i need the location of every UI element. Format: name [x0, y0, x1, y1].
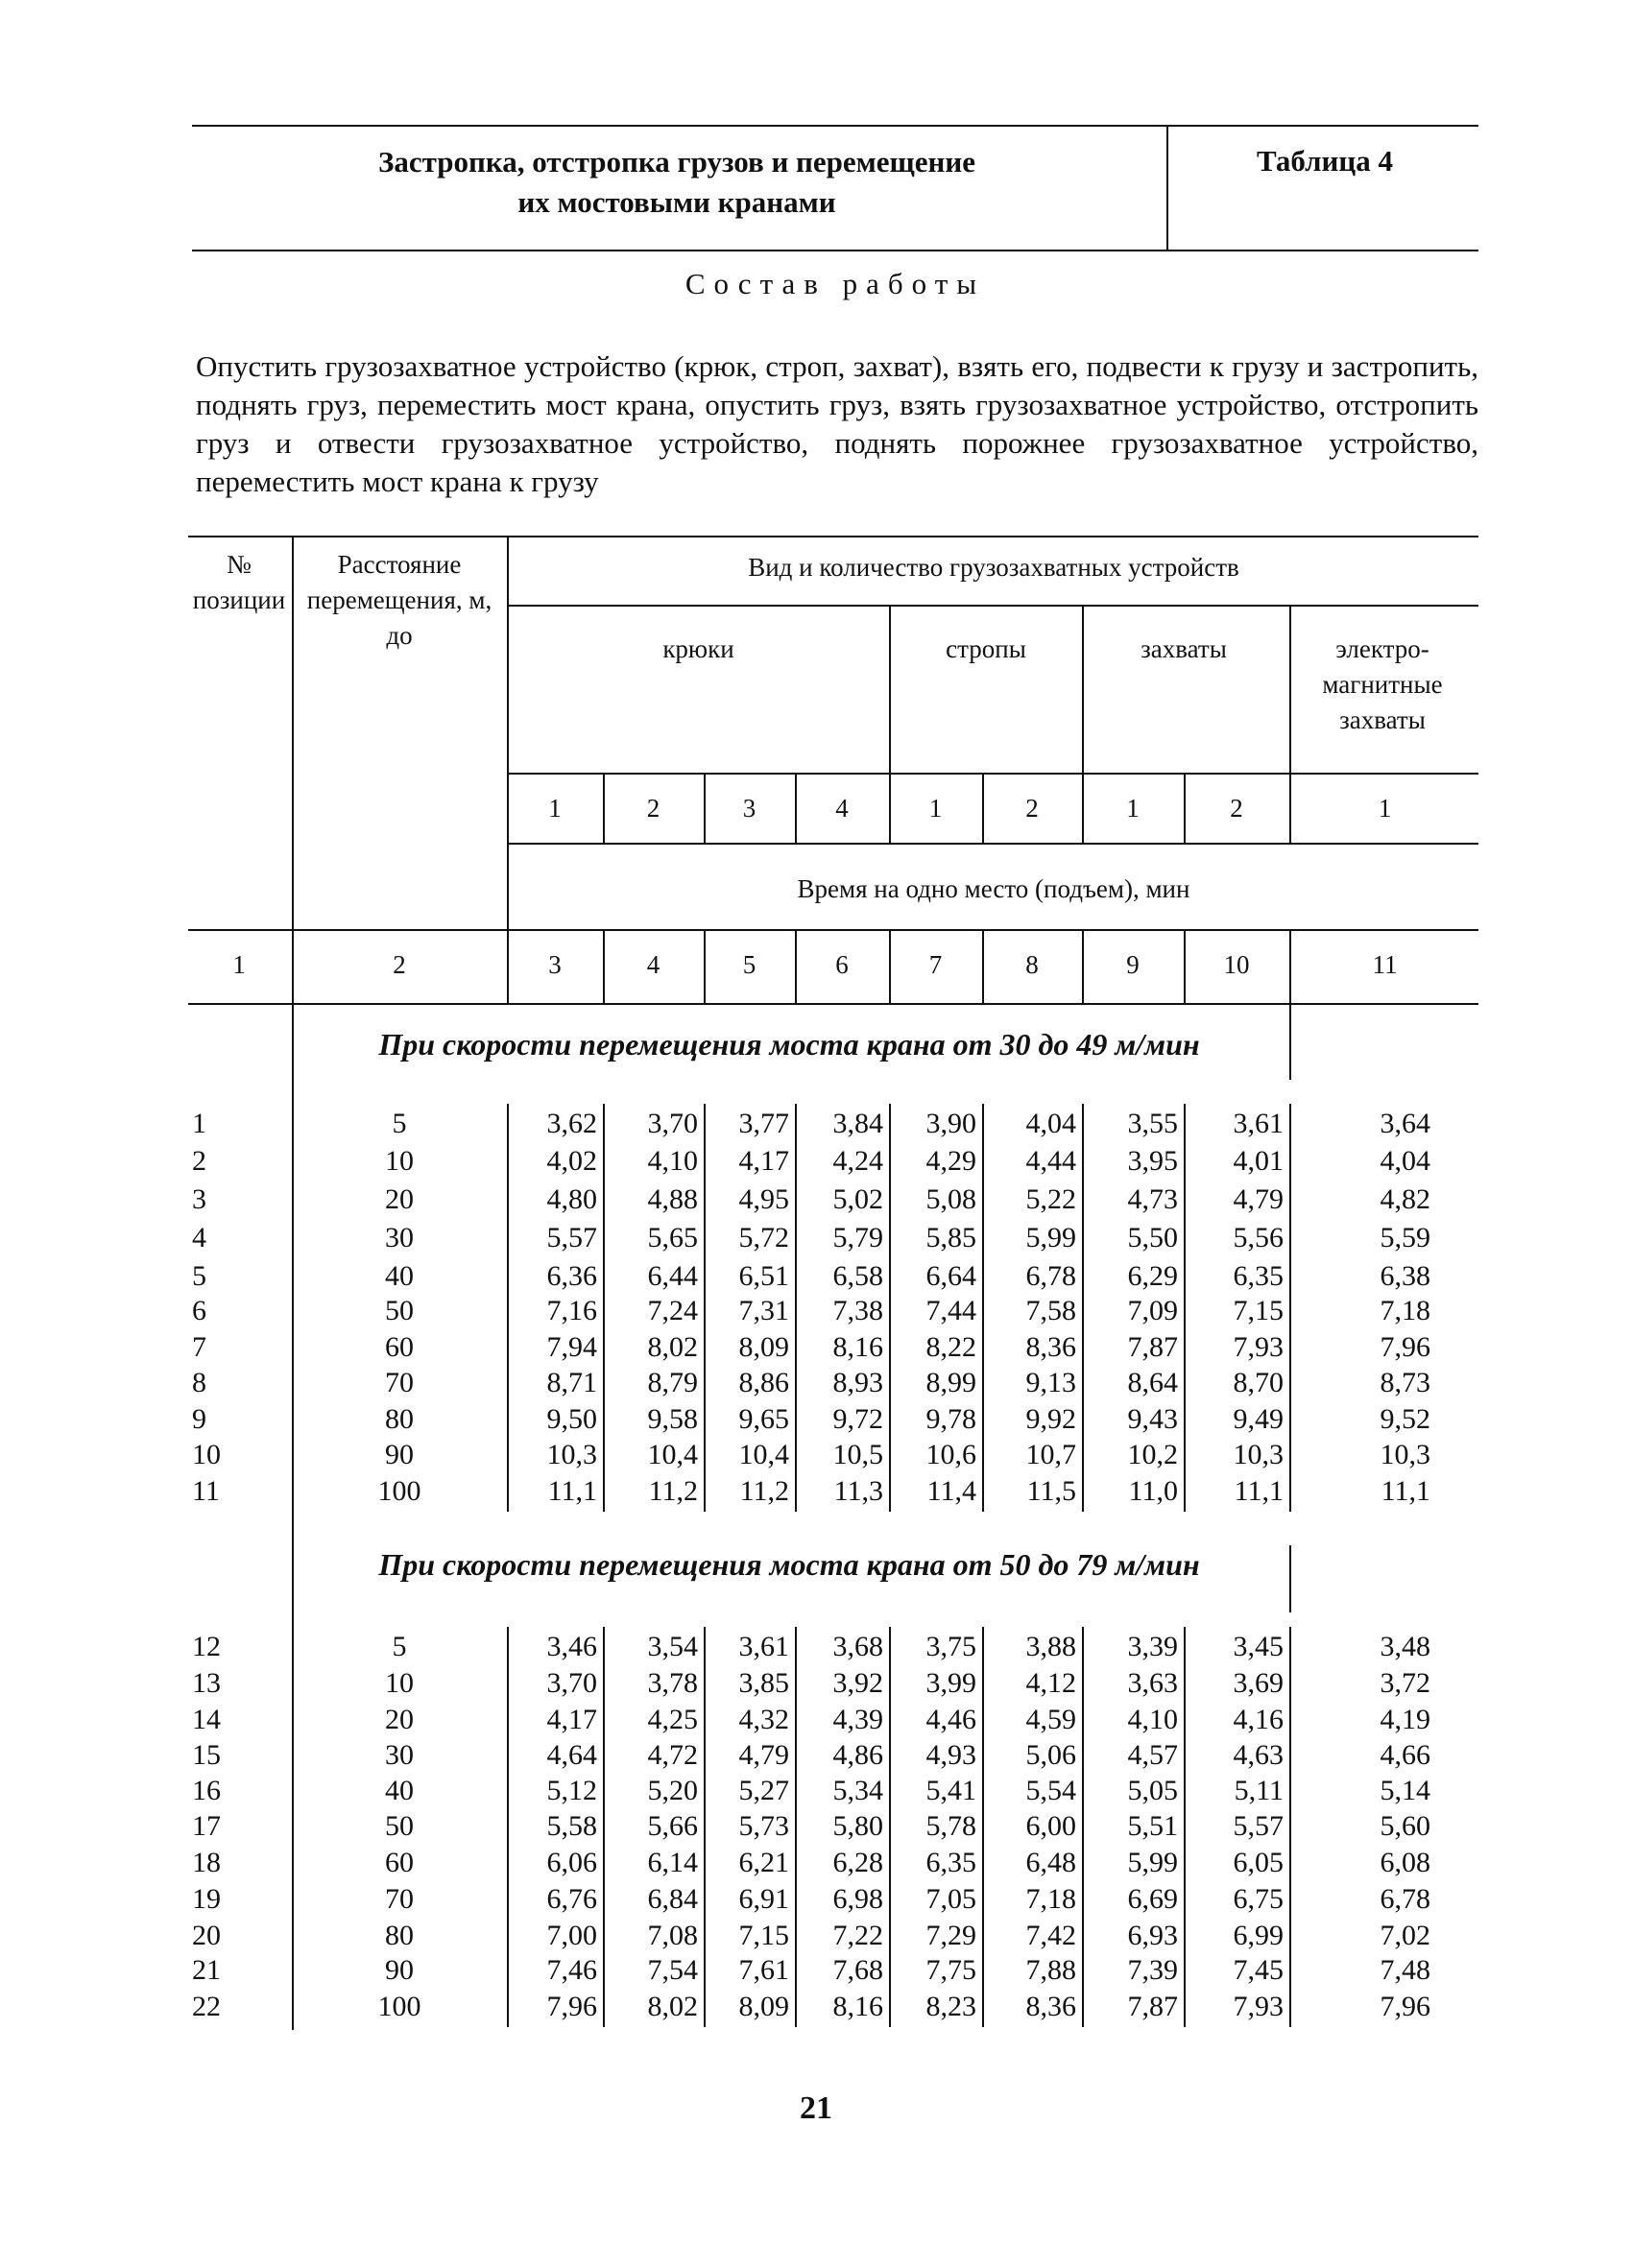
device-count: 4: [835, 794, 849, 823]
position-number: 16: [192, 1775, 221, 1806]
distance-value: 20: [385, 1183, 414, 1215]
column-number: 4: [646, 950, 660, 979]
device-count: 2: [1230, 794, 1243, 823]
time-value: 6,29: [1127, 1260, 1178, 1292]
time-value: 5,50: [1127, 1222, 1178, 1253]
time-value: 4,12: [1025, 1667, 1076, 1699]
time-value: 4,66: [1380, 1739, 1430, 1771]
time-value: 5,59: [1380, 1222, 1430, 1253]
time-value: 4,10: [647, 1145, 698, 1177]
time-value: 3,84: [832, 1108, 883, 1139]
time-value: 8,02: [647, 1331, 698, 1363]
time-value: 8,23: [925, 1991, 976, 2022]
time-value: 4,10: [1127, 1704, 1178, 1735]
time-value: 7,05: [925, 1883, 976, 1915]
time-value: 6,36: [546, 1260, 597, 1292]
time-value: 4,79: [1233, 1183, 1284, 1215]
time-value: 10,5: [832, 1439, 883, 1470]
device-count: 2: [1025, 794, 1039, 823]
time-value: 8,86: [738, 1367, 789, 1398]
time-value: 6,84: [647, 1883, 698, 1915]
time-value: 6,35: [1233, 1260, 1284, 1292]
time-value: 7,54: [647, 1954, 698, 1986]
time-value: 5,08: [925, 1183, 976, 1215]
time-value: 5,60: [1380, 1810, 1430, 1842]
time-value: 10,4: [647, 1439, 698, 1470]
time-value: 5,73: [738, 1810, 789, 1842]
time-value: 11,4: [926, 1475, 976, 1507]
time-value: 6,99: [1233, 1920, 1284, 1951]
distance-value: 70: [385, 1367, 414, 1398]
time-value: 7,93: [1233, 1991, 1284, 2022]
time-value: 5,99: [1127, 1847, 1178, 1878]
column-number: 2: [393, 950, 406, 979]
time-value: 10,3: [1233, 1439, 1284, 1470]
grid-rule: [188, 536, 1478, 537]
position-number: 19: [192, 1883, 221, 1915]
time-value: 8,99: [925, 1367, 976, 1398]
distance-value: 40: [385, 1260, 414, 1292]
time-value: 7,44: [925, 1295, 976, 1326]
time-value: 7,87: [1127, 1991, 1178, 2022]
time-value: 7,96: [546, 1991, 597, 2022]
time-value: 6,93: [1127, 1920, 1178, 1951]
column-number: 8: [1025, 950, 1039, 979]
time-value: 4,73: [1127, 1183, 1178, 1215]
position-number: 20: [192, 1920, 221, 1951]
time-value: 7,31: [738, 1295, 789, 1326]
grid-rule: [188, 1003, 1478, 1005]
position-number: 14: [192, 1704, 221, 1735]
time-value: 7,16: [546, 1295, 597, 1326]
column-number: 7: [928, 950, 943, 979]
time-value: 5,57: [1233, 1810, 1284, 1842]
device-count: 1: [1126, 794, 1140, 823]
header-position: [188, 547, 290, 618]
device-count: 1: [928, 794, 943, 823]
time-value: 6,06: [546, 1847, 597, 1878]
time-value: 8,73: [1380, 1367, 1430, 1398]
time-value: 3,95: [1127, 1145, 1178, 1177]
time-value: 5,79: [832, 1222, 883, 1253]
time-value: 8,16: [832, 1331, 883, 1363]
time-value: 5,02: [832, 1183, 883, 1215]
time-value: 7,18: [1025, 1883, 1076, 1915]
distance-value: 20: [385, 1704, 414, 1735]
time-value: 4,63: [1233, 1739, 1284, 1771]
time-value: 6,21: [738, 1847, 789, 1878]
time-value: 4,39: [832, 1704, 883, 1735]
grid-rule: [507, 536, 509, 1003]
time-value: 4,02: [546, 1145, 597, 1177]
time-value: 9,72: [832, 1403, 883, 1435]
column-number: 3: [548, 950, 562, 979]
time-value: 11,1: [1234, 1475, 1284, 1507]
time-value: 3,48: [1380, 1631, 1430, 1662]
time-value: 5,58: [546, 1810, 597, 1842]
time-value: 6,75: [1233, 1883, 1284, 1915]
time-value: 7,96: [1380, 1331, 1430, 1363]
time-value: 5,05: [1127, 1775, 1178, 1806]
time-value: 6,28: [832, 1847, 883, 1878]
distance-value: 90: [385, 1439, 414, 1470]
distance-value: 50: [385, 1810, 414, 1842]
time-value: 5,51: [1127, 1810, 1178, 1842]
time-value: 3,64: [1380, 1108, 1430, 1139]
time-value: 11,1: [547, 1475, 597, 1507]
time-value: 6,69: [1127, 1883, 1178, 1915]
time-value: 6,91: [738, 1883, 789, 1915]
grid-rule: [292, 1003, 294, 2030]
time-value: 5,85: [925, 1222, 976, 1253]
time-value: 9,49: [1233, 1403, 1284, 1435]
time-value: 7,88: [1025, 1954, 1076, 1986]
time-value: 9,65: [738, 1403, 789, 1435]
time-value: 11,1: [1381, 1475, 1430, 1507]
position-number: 10: [192, 1439, 221, 1470]
time-value: 8,71: [546, 1367, 597, 1398]
time-value: 4,17: [546, 1704, 597, 1735]
time-value: 5,22: [1025, 1183, 1076, 1215]
position-number: 8: [192, 1367, 206, 1398]
time-value: 4,80: [546, 1183, 597, 1215]
time-value: 7,15: [738, 1920, 789, 1951]
header-magnetic: электро-магнитные захваты: [1322, 634, 1443, 734]
time-value: 4,17: [738, 1145, 789, 1177]
time-value: 4,24: [832, 1145, 883, 1177]
time-value: 9,58: [647, 1403, 698, 1435]
time-value: 7,68: [832, 1954, 883, 1986]
time-value: 4,16: [1233, 1704, 1284, 1735]
time-value: 3,39: [1127, 1631, 1178, 1662]
time-value: 6,14: [647, 1847, 698, 1878]
time-value: 4,86: [832, 1739, 883, 1771]
time-value: 4,93: [925, 1739, 976, 1771]
time-value: 9,52: [1380, 1403, 1430, 1435]
time-value: 4,59: [1025, 1704, 1076, 1735]
header-bottom-rule: [192, 250, 1478, 251]
time-value: 5,20: [647, 1775, 698, 1806]
device-count: 3: [742, 794, 756, 823]
time-value: 5,72: [738, 1222, 789, 1253]
title-line-2: их мостовыми кранами: [517, 185, 836, 219]
time-value: 3,92: [832, 1667, 883, 1699]
time-value: 8,36: [1025, 1331, 1076, 1363]
time-value: 3,70: [546, 1667, 597, 1699]
time-value: 4,82: [1380, 1183, 1430, 1215]
time-value: 9,78: [925, 1403, 976, 1435]
time-value: 9,50: [546, 1403, 597, 1435]
distance-value: 90: [385, 1954, 414, 1986]
distance-value: 100: [377, 1475, 421, 1507]
distance-value: 5: [392, 1108, 407, 1139]
time-value: 3,55: [1127, 1108, 1178, 1139]
time-value: 3,72: [1380, 1667, 1430, 1699]
distance-value: 50: [385, 1295, 414, 1326]
position-number: 17: [192, 1810, 221, 1842]
device-count: 1: [548, 794, 562, 823]
column-number: 1: [232, 950, 246, 979]
distance-value: 70: [385, 1883, 414, 1915]
column-number: 6: [835, 950, 849, 979]
grid-rule: [509, 773, 1478, 775]
header-hooks: крюки: [662, 634, 734, 663]
header-top-rule: [192, 125, 1478, 127]
position-number: 15: [192, 1739, 221, 1771]
position-number: 21: [192, 1954, 221, 1986]
column-number: 5: [742, 950, 756, 979]
header-distance-label: Расстояние перемещения, м, до: [306, 550, 492, 650]
time-value: 11,0: [1128, 1475, 1178, 1507]
time-value: 3,99: [925, 1667, 976, 1699]
time-value: 9,92: [1025, 1403, 1076, 1435]
time-value: 3,88: [1025, 1631, 1076, 1662]
position-number: 7: [192, 1331, 206, 1363]
distance-value: 5: [392, 1631, 407, 1662]
time-value: 7,75: [925, 1954, 976, 1986]
time-value: 5,34: [832, 1775, 883, 1806]
time-value: 5,80: [832, 1810, 883, 1842]
header-divider: [1166, 125, 1168, 250]
time-value: 3,63: [1127, 1667, 1178, 1699]
time-value: 3,45: [1233, 1631, 1284, 1662]
time-value: 6,58: [832, 1260, 883, 1292]
time-value: 6,00: [1025, 1810, 1076, 1842]
column-number: 10: [1223, 950, 1250, 979]
position-number: 2: [192, 1145, 206, 1177]
time-value: 7,96: [1380, 1991, 1430, 2022]
time-value: 4,79: [738, 1739, 789, 1771]
header-position-label: № позиции: [192, 550, 286, 614]
position-number: 13: [192, 1667, 221, 1699]
position-number: 9: [192, 1403, 206, 1435]
time-value: 11,5: [1026, 1475, 1076, 1507]
time-value: 3,62: [546, 1108, 597, 1139]
time-value: 6,51: [738, 1260, 789, 1292]
time-value: 3,61: [738, 1631, 789, 1662]
time-value: 4,44: [1025, 1145, 1076, 1177]
time-value: 6,78: [1380, 1883, 1430, 1915]
time-value: 7,48: [1380, 1954, 1430, 1986]
time-value: 4,88: [647, 1183, 698, 1215]
section-title: При скорости перемещения моста крана от 50 до 79 м/мин: [378, 1547, 1200, 1582]
section-title: При скорости перемещения моста крана от 30 до 49 м/мин: [378, 1027, 1200, 1062]
header-group-title: Вид и количество грузозахватных устройств: [748, 553, 1239, 582]
time-value: 4,57: [1127, 1739, 1178, 1771]
time-value: 6,64: [925, 1260, 976, 1292]
distance-value: 60: [385, 1331, 414, 1363]
time-value: 7,22: [832, 1920, 883, 1951]
time-value: 3,75: [925, 1631, 976, 1662]
position-number: 22: [192, 1991, 221, 2022]
title-line-1: Застропка, отстропка грузов и перемещение: [378, 145, 975, 179]
time-value: 7,42: [1025, 1920, 1076, 1951]
time-value: 5,14: [1380, 1775, 1430, 1806]
time-value: 4,04: [1025, 1108, 1076, 1139]
table-label: Таблица 4: [1257, 144, 1393, 178]
time-value: 4,95: [738, 1183, 789, 1215]
position-number: 18: [192, 1847, 221, 1878]
work-heading: Состав работы: [684, 267, 986, 300]
time-value: 6,05: [1233, 1847, 1284, 1878]
time-value: 8,16: [832, 1991, 883, 2022]
grid-rule: [509, 605, 1478, 607]
time-value: 7,94: [546, 1331, 597, 1363]
time-value: 8,79: [647, 1367, 698, 1398]
time-value: 4,32: [738, 1704, 789, 1735]
time-value: 4,29: [925, 1145, 976, 1177]
work-description: Опустить грузозахватное устройство (крюк, строп, захват), взять его, подвести к грузу и застропить, поднять груз, переместить мост крана, опустить груз, взять грузозахватное устройство, отстропить груз и отвести грузозахватное устройство, поднять порожнее грузозахватное устройство, переместить мост крана к грузу: [196, 349, 1478, 498]
time-value: 8,64: [1127, 1367, 1178, 1398]
header-time-caption: Время на одно место (подъем), мин: [797, 874, 1190, 903]
time-value: 8,93: [832, 1367, 883, 1398]
distance-value: 80: [385, 1920, 414, 1951]
time-value: 11,2: [739, 1475, 789, 1507]
time-value: 11,3: [833, 1475, 883, 1507]
distance-value: 10: [385, 1145, 414, 1177]
time-value: 4,64: [546, 1739, 597, 1771]
time-value: 5,11: [1234, 1775, 1284, 1806]
time-value: 3,61: [1233, 1108, 1284, 1139]
time-value: 3,85: [738, 1667, 789, 1699]
time-value: 8,09: [738, 1991, 789, 2022]
distance-value: 80: [385, 1403, 414, 1435]
header-distance: [294, 547, 505, 654]
distance-value: 100: [377, 1991, 421, 2022]
time-value: 7,38: [832, 1295, 883, 1326]
time-value: 3,54: [647, 1631, 698, 1662]
time-value: 7,09: [1127, 1295, 1178, 1326]
time-value: 10,6: [925, 1439, 976, 1470]
time-value: 5,66: [647, 1810, 698, 1842]
time-value: 9,43: [1127, 1403, 1178, 1435]
header-grips: захваты: [1141, 634, 1227, 663]
time-value: 8,36: [1025, 1991, 1076, 2022]
time-value: 4,46: [925, 1704, 976, 1735]
time-value: 7,02: [1380, 1920, 1430, 1951]
time-value: 6,48: [1025, 1847, 1076, 1878]
time-value: 6,44: [647, 1260, 698, 1292]
grid-rule: [1289, 1003, 1291, 1080]
time-value: 3,77: [738, 1108, 789, 1139]
time-value: 7,39: [1127, 1954, 1178, 1986]
time-value: 5,99: [1025, 1222, 1076, 1253]
device-count: 2: [646, 794, 660, 823]
column-number: 9: [1126, 950, 1140, 979]
time-value: 6,08: [1380, 1847, 1430, 1878]
grid-rule: [509, 843, 1478, 845]
time-value: 7,24: [647, 1295, 698, 1326]
time-value: 7,45: [1233, 1954, 1284, 1986]
time-value: 7,15: [1233, 1295, 1284, 1326]
time-value: 4,04: [1380, 1145, 1430, 1177]
time-value: 7,18: [1380, 1295, 1430, 1326]
grid-rule: [188, 929, 1478, 931]
time-value: 6,78: [1025, 1260, 1076, 1292]
position-number: 1: [192, 1108, 206, 1139]
time-value: 5,78: [925, 1810, 976, 1842]
time-value: 3,78: [647, 1667, 698, 1699]
distance-value: 30: [385, 1739, 414, 1771]
position-number: 5: [192, 1260, 206, 1292]
distance-value: 30: [385, 1222, 414, 1253]
distance-value: 40: [385, 1775, 414, 1806]
time-value: 3,69: [1233, 1667, 1284, 1699]
time-value: 3,68: [832, 1631, 883, 1662]
time-value: 5,54: [1025, 1775, 1076, 1806]
time-value: 7,46: [546, 1954, 597, 1986]
time-value: 5,06: [1025, 1739, 1076, 1771]
time-value: 3,90: [925, 1108, 976, 1139]
position-number: 11: [192, 1475, 220, 1507]
time-value: 5,56: [1233, 1222, 1284, 1253]
time-value: 9,13: [1025, 1367, 1076, 1398]
time-value: 7,87: [1127, 1331, 1178, 1363]
time-value: 7,00: [546, 1920, 597, 1951]
time-value: 5,65: [647, 1222, 698, 1253]
time-value: 5,27: [738, 1775, 789, 1806]
time-value: 7,08: [647, 1920, 698, 1951]
time-value: 10,7: [1025, 1439, 1076, 1470]
time-value: 3,46: [546, 1631, 597, 1662]
time-value: 5,57: [546, 1222, 597, 1253]
page-number: 21: [800, 2090, 832, 2126]
time-value: 3,70: [647, 1108, 698, 1139]
position-number: 6: [192, 1295, 206, 1326]
time-value: 10,2: [1127, 1439, 1178, 1470]
column-number: 11: [1372, 950, 1398, 979]
time-value: 10,3: [546, 1439, 597, 1470]
time-value: 5,12: [546, 1775, 597, 1806]
device-count: 1: [1378, 794, 1392, 823]
time-value: 6,76: [546, 1883, 597, 1915]
position-number: 4: [192, 1222, 206, 1253]
time-value: 4,72: [647, 1739, 698, 1771]
header-slings: стропы: [946, 634, 1026, 663]
time-value: 4,19: [1380, 1704, 1430, 1735]
position-number: 12: [192, 1631, 221, 1662]
time-value: 7,93: [1233, 1331, 1284, 1363]
time-value: 8,09: [738, 1331, 789, 1363]
time-value: 6,38: [1380, 1260, 1430, 1292]
time-value: 10,4: [738, 1439, 789, 1470]
time-value: 8,22: [925, 1331, 976, 1363]
page-title: [202, 142, 1152, 223]
time-value: 6,98: [832, 1883, 883, 1915]
time-value: 4,25: [647, 1704, 698, 1735]
time-value: 7,29: [925, 1920, 976, 1951]
time-value: 11,2: [648, 1475, 698, 1507]
time-value: 5,41: [925, 1775, 976, 1806]
distance-value: 60: [385, 1847, 414, 1878]
time-value: 10,3: [1380, 1439, 1430, 1470]
grid-rule: [1289, 1545, 1291, 1612]
time-value: 7,61: [738, 1954, 789, 1986]
position-number: 3: [192, 1183, 206, 1215]
time-value: 8,70: [1233, 1367, 1284, 1398]
time-value: 8,02: [647, 1991, 698, 2022]
distance-value: 10: [385, 1667, 414, 1699]
time-value: 7,58: [1025, 1295, 1076, 1326]
time-value: 6,35: [925, 1847, 976, 1878]
time-value: 4,01: [1233, 1145, 1284, 1177]
